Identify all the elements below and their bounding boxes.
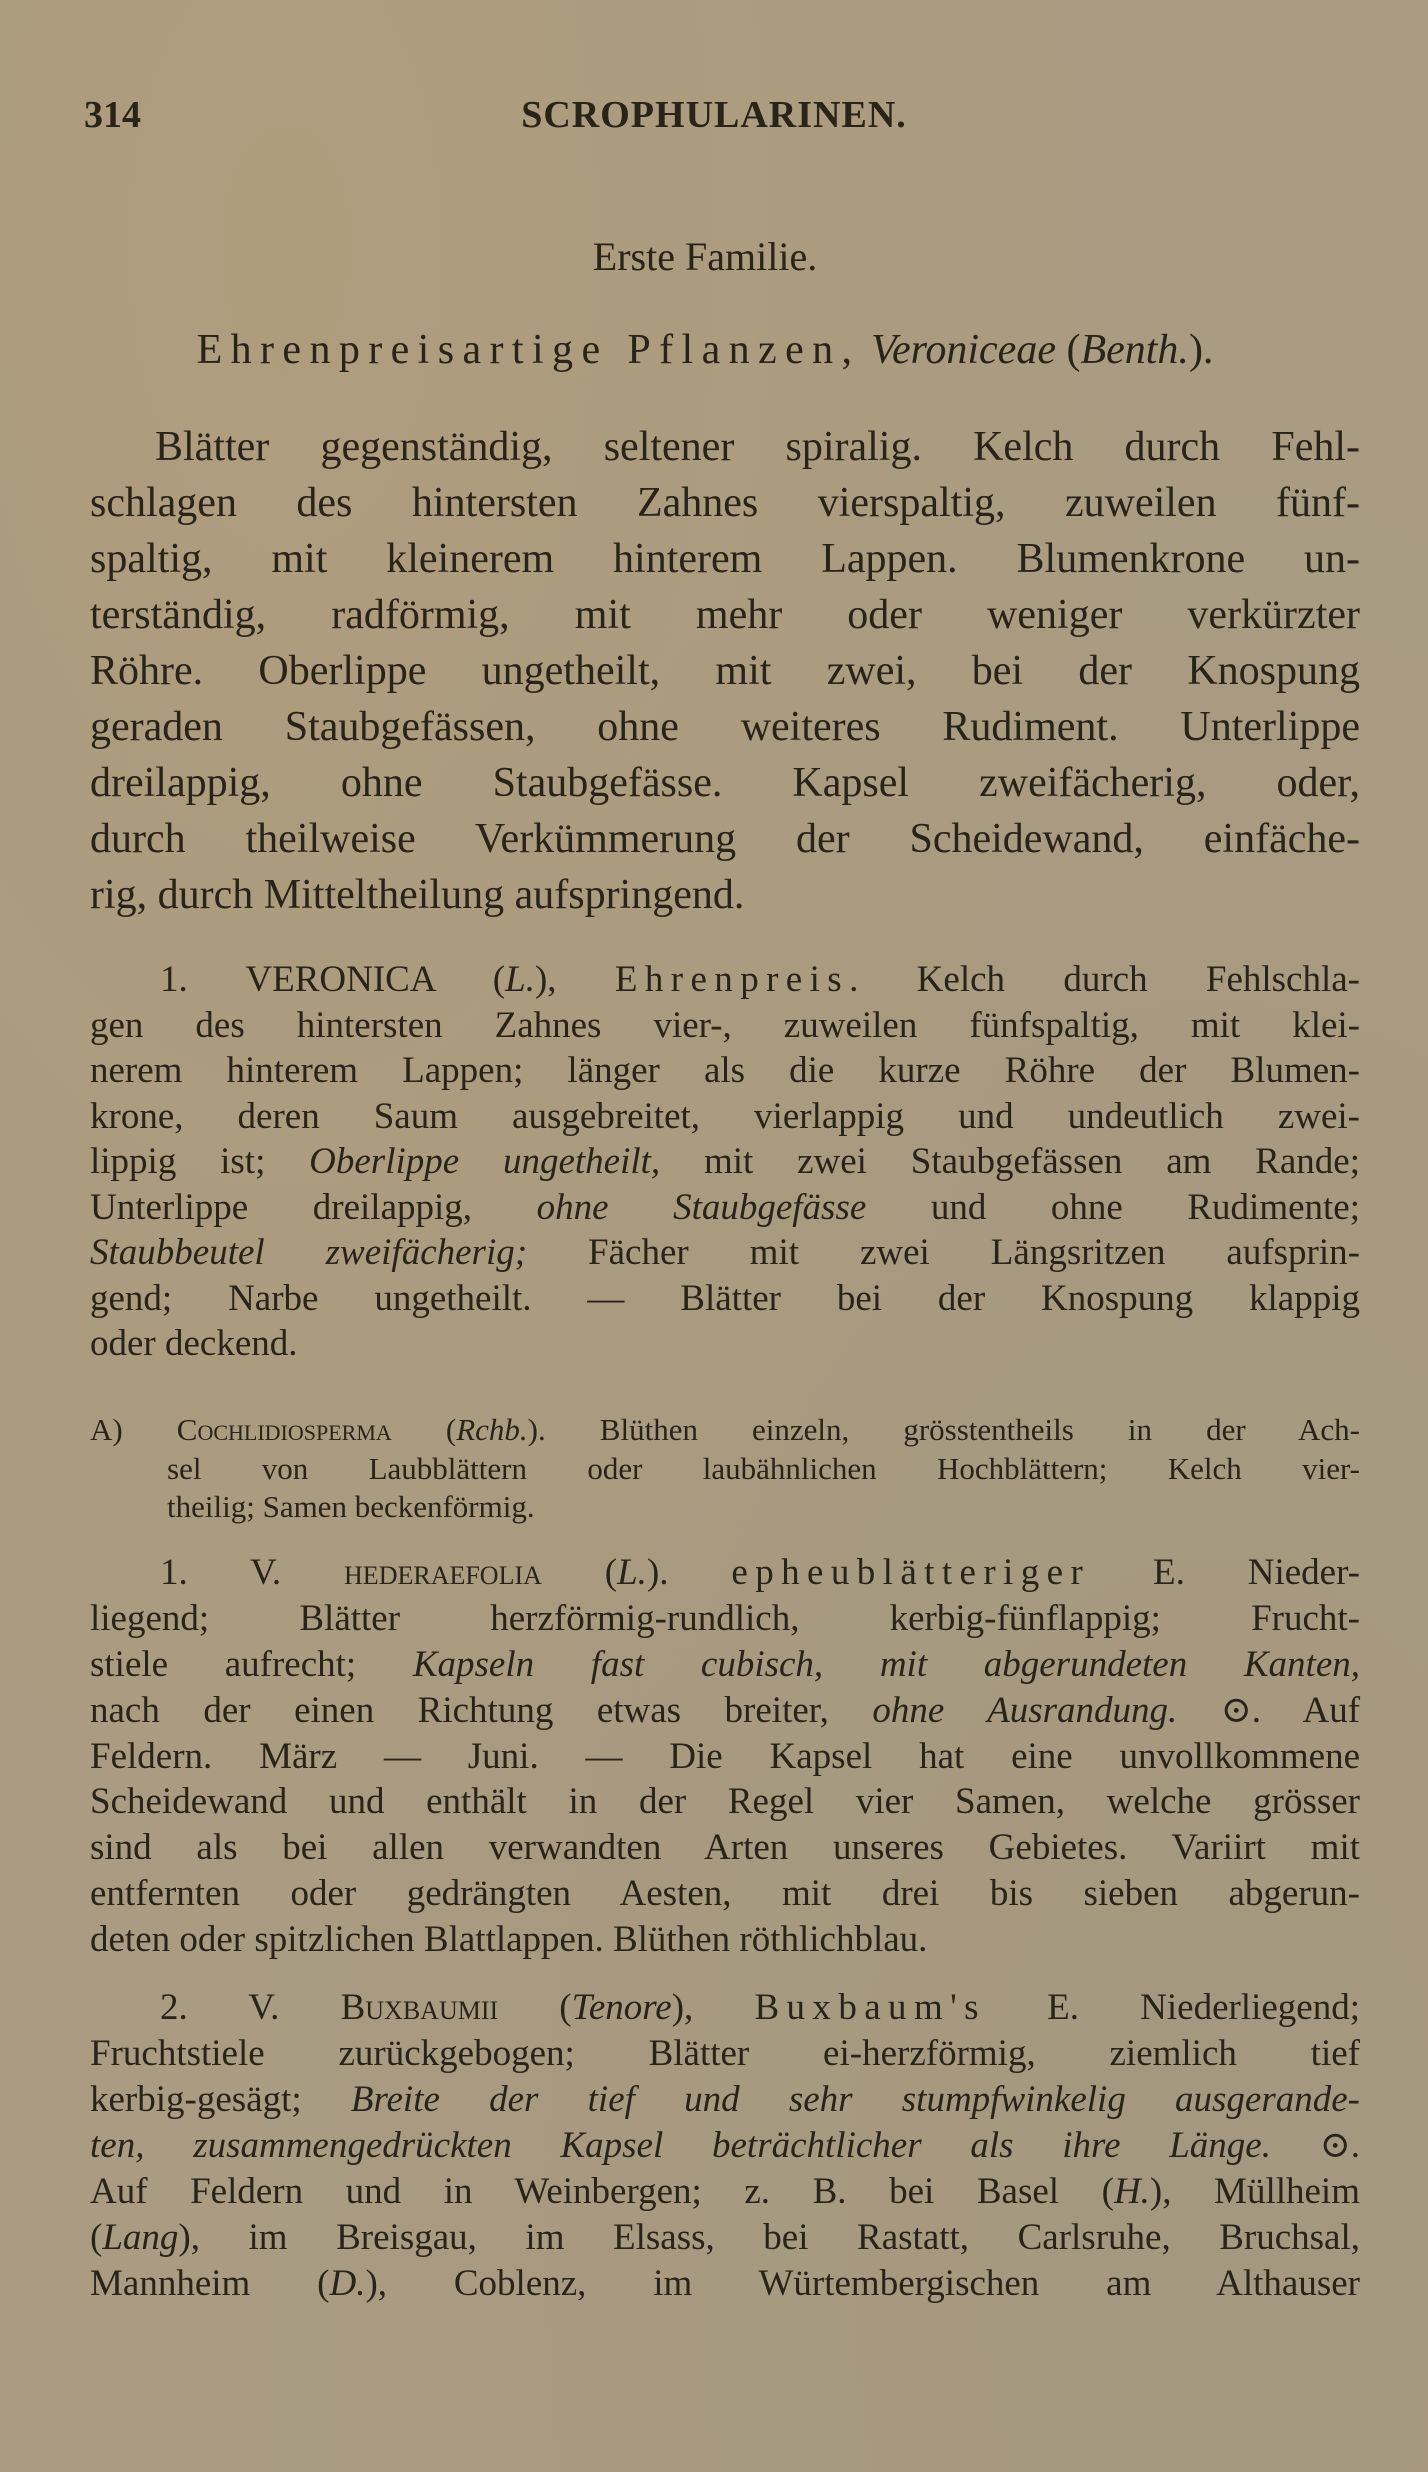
italic-text: Rchb.: [456, 1412, 528, 1447]
text-run: E. Nieder-: [1090, 1552, 1361, 1593]
text-line: [90, 2169, 1360, 2215]
text-run: Fruchtstiele zurückgebogen; Blätter ei-herzförmig, ziemlich tief: [90, 2033, 1360, 2074]
open-paren: (: [1066, 327, 1081, 373]
text-line: [90, 811, 1360, 867]
page-number: 314: [84, 94, 141, 136]
text-run: ⊙.: [1270, 2125, 1360, 2166]
family-heading: Erste Familie.: [592, 234, 818, 279]
text-run: ),: [534, 959, 615, 1000]
italic-text: Lang: [102, 2217, 179, 2258]
text-line: [90, 1488, 1360, 1527]
genus-veronica-paragraph: [90, 957, 1360, 1367]
text-line: [90, 1450, 1360, 1489]
text-run: ), Müllheim: [1149, 2171, 1360, 2212]
section-cochlidiosperma-paragraph: [90, 1411, 1360, 1527]
family-author: Benth.: [1080, 327, 1189, 373]
text-run: theilig; Samen beckenförmig.: [167, 1489, 535, 1524]
text-line: [90, 699, 1360, 755]
text-run: Scheidewand und enthält in der Regel vier Samen, welche grösser: [90, 1781, 1360, 1823]
text-line: [90, 2123, 1360, 2169]
text-run: oder deckend.: [90, 1323, 298, 1364]
species-hederaefolia-paragraph: [90, 1550, 1360, 1963]
text-run: stiele aufrecht;: [90, 1643, 413, 1685]
text-run: ). Blüthen einzeln, grösstentheils in der Ach-: [527, 1412, 1360, 1447]
text-run: (: [90, 2217, 103, 2258]
text-run: Röhre. Oberlippe ungetheilt, mit zwei, bei der Knospung: [90, 648, 1360, 694]
text-line: [90, 1230, 1360, 1276]
italic-text: Staubbeutel zweifächerig;: [90, 1232, 528, 1273]
text-line: [90, 2215, 1360, 2261]
text-line: [90, 419, 1360, 475]
text-line: [90, 867, 1360, 923]
text-run: nerem hinterem Lappen; länger als die kurze Röhre der Blumen-: [90, 1050, 1360, 1091]
text-run: kerbig-gesägt;: [90, 2079, 351, 2120]
spaced-common-name: Buxbaum's: [754, 1987, 986, 2028]
text-run: geraden Staubgefässen, ohne weiteres Rudiment. Unterlippe: [90, 704, 1360, 750]
text-line: [90, 1094, 1360, 1140]
text-line: [90, 1411, 1360, 1450]
text-line: [90, 1642, 1360, 1688]
text-run: rig, durch Mitteltheilung aufspringend.: [90, 872, 745, 918]
text-line: [90, 1779, 1360, 1825]
text-run: deten oder spitzlichen Blattlappen. Blüthen röthlichblau.: [90, 1919, 928, 1961]
italic-text: H.: [1113, 2171, 1150, 2212]
text-run: ), im Breisgau, im Elsass, bei Rastatt, Carlsruhe, Bruchsal,: [178, 2217, 1360, 2258]
text-line: [90, 643, 1360, 699]
text-run: nach der einen Richtung etwas breiter,: [90, 1689, 873, 1731]
text-line: [90, 2261, 1360, 2307]
text-run: ⊙. Auf: [1177, 1689, 1361, 1731]
text-run: und ohne Rudimente;: [866, 1186, 1361, 1228]
italic-text: Tenore: [571, 1987, 672, 2028]
italic-text: ohne Ausrandung.: [872, 1689, 1178, 1731]
italic-text: D.: [329, 2263, 366, 2304]
text-run: liegend; Blätter herzförmig-rundlich, kerbig-fünflappig; Frucht-: [90, 1597, 1360, 1639]
text-run: 1. VERONICA (: [160, 959, 506, 1000]
species-buxbaumii-paragraph: [90, 1985, 1360, 2307]
text-line: [90, 1048, 1360, 1094]
text-run: Blätter gegenständig, seltener spiralig. Kelch durch Fehl-: [155, 424, 1360, 470]
text-line: [90, 1321, 1360, 1367]
text-line: [90, 531, 1360, 587]
spaced-common-name: Ehrenpreis: [614, 959, 850, 1000]
text-run: sind als bei allen verwandten Arten unseres Gebietes. Variirt mit: [90, 1827, 1360, 1869]
text-run: (: [391, 1412, 457, 1447]
text-run: krone, deren Saum ausgebreitet, vierlappig und undeutlich zwei-: [90, 1095, 1360, 1137]
italic-text: Kapseln fast cubisch, mit abgerundeten Kanten,: [412, 1643, 1360, 1685]
text-line: [90, 1139, 1360, 1185]
text-line: [90, 957, 1360, 1003]
italic-text: ten, zusammengedrückten Kapsel beträchtlicher als ihre Länge.: [90, 2125, 1271, 2166]
text-line: [90, 1596, 1360, 1642]
text-run: dreilappig, ohne Staubgefässe. Kapsel zweifächerig, oder,: [90, 760, 1360, 806]
italic-text: L.: [505, 959, 535, 1000]
text-run: durch theilweise Verkümmerung der Scheidewand, einfäche-: [90, 816, 1360, 862]
italic-text: Breite der tief und sehr stumpfwinkelig ausgerande-: [350, 2079, 1361, 2120]
text-run: A): [90, 1412, 177, 1447]
text-line: [90, 1688, 1360, 1734]
family-name-german: Ehrenpreisartige Pflanzen,: [196, 327, 861, 373]
text-line: [90, 475, 1360, 531]
text-run: (: [498, 1987, 572, 2028]
spaced-common-name: epheublätteriger: [731, 1552, 1091, 1593]
italic-text: L.: [617, 1552, 647, 1593]
text-run: Mannheim (: [90, 2263, 330, 2304]
text-run: mit zwei Staubgefässen am Rande;: [660, 1141, 1360, 1182]
family-description-paragraph: [90, 419, 1360, 923]
text-run: lippig ist;: [90, 1141, 310, 1182]
text-line: [90, 1185, 1360, 1231]
italic-text: ohne Staubgefässe: [536, 1186, 867, 1228]
text-run: 2. V.: [160, 1987, 341, 2028]
text-run: 1. V.: [160, 1552, 345, 1593]
text-run: spaltig, mit kleinerem hinterem Lappen. Blumenkrone un-: [90, 536, 1360, 582]
text-run: gen des hintersten Zahnes vier-, zuweilen fünfspaltig, mit klei-: [90, 1004, 1360, 1046]
text-line: [90, 1276, 1360, 1322]
text-run: ), Coblenz, im Würtembergischen am Althauser: [365, 2263, 1360, 2304]
text-run: gend; Narbe ungetheilt. — Blätter bei der Knospung klappig: [90, 1277, 1360, 1319]
small-caps-name: hederaefolia: [344, 1552, 542, 1593]
text-line: [90, 1550, 1360, 1596]
text-run: ).: [646, 1552, 732, 1593]
italic-text: Oberlippe ungetheilt,: [309, 1141, 661, 1182]
text-line: [90, 2077, 1360, 2123]
text-run: (: [541, 1552, 618, 1593]
text-run: Feldern. März — Juni. — Die Kapsel hat eine unvollkommene: [90, 1735, 1360, 1777]
small-caps-name: Buxbaumii: [340, 1987, 499, 2028]
text-line: [90, 1825, 1360, 1871]
text-line: [90, 1734, 1360, 1780]
text-line: [90, 587, 1360, 643]
text-run: terständig, radförmig, mit mehr oder weniger verkürzter: [90, 592, 1360, 638]
family-name-heading: [0, 325, 1410, 375]
text-run: Auf Feldern und in Weinbergen; z. B. bei Basel (: [90, 2171, 1114, 2212]
text-line: [90, 1003, 1360, 1049]
text-run: Unterlippe dreilappig,: [90, 1186, 537, 1228]
running-head: SCROPHULARINEN.: [521, 94, 907, 136]
text-line: [90, 1871, 1360, 1917]
family-name-latin: Veroniceae: [870, 327, 1056, 373]
text-run: schlagen des hintersten Zahnes vierspaltig, zuweilen fünf-: [90, 480, 1360, 526]
text-line: [90, 1985, 1360, 2031]
text-run: sel von Laubblättern oder laubähnlichen Hochblättern; Kelch vier-: [167, 1450, 1360, 1486]
text-line: [90, 2031, 1360, 2077]
text-line: [90, 755, 1360, 811]
text-run: ),: [671, 1987, 755, 2028]
small-caps-name: Cochlidiosperma: [176, 1412, 392, 1447]
close-paren: ).: [1188, 327, 1214, 373]
text-run: entfernten oder gedrängten Aesten, mit drei bis sieben abgerun-: [90, 1873, 1360, 1915]
text-run: Fächer mit zwei Längsritzen aufsprin-: [527, 1232, 1360, 1273]
text-run: . Kelch durch Fehlschla-: [849, 959, 1360, 1000]
text-run: E. Niederliegend;: [985, 1987, 1360, 2028]
text-line: [90, 1917, 1360, 1963]
